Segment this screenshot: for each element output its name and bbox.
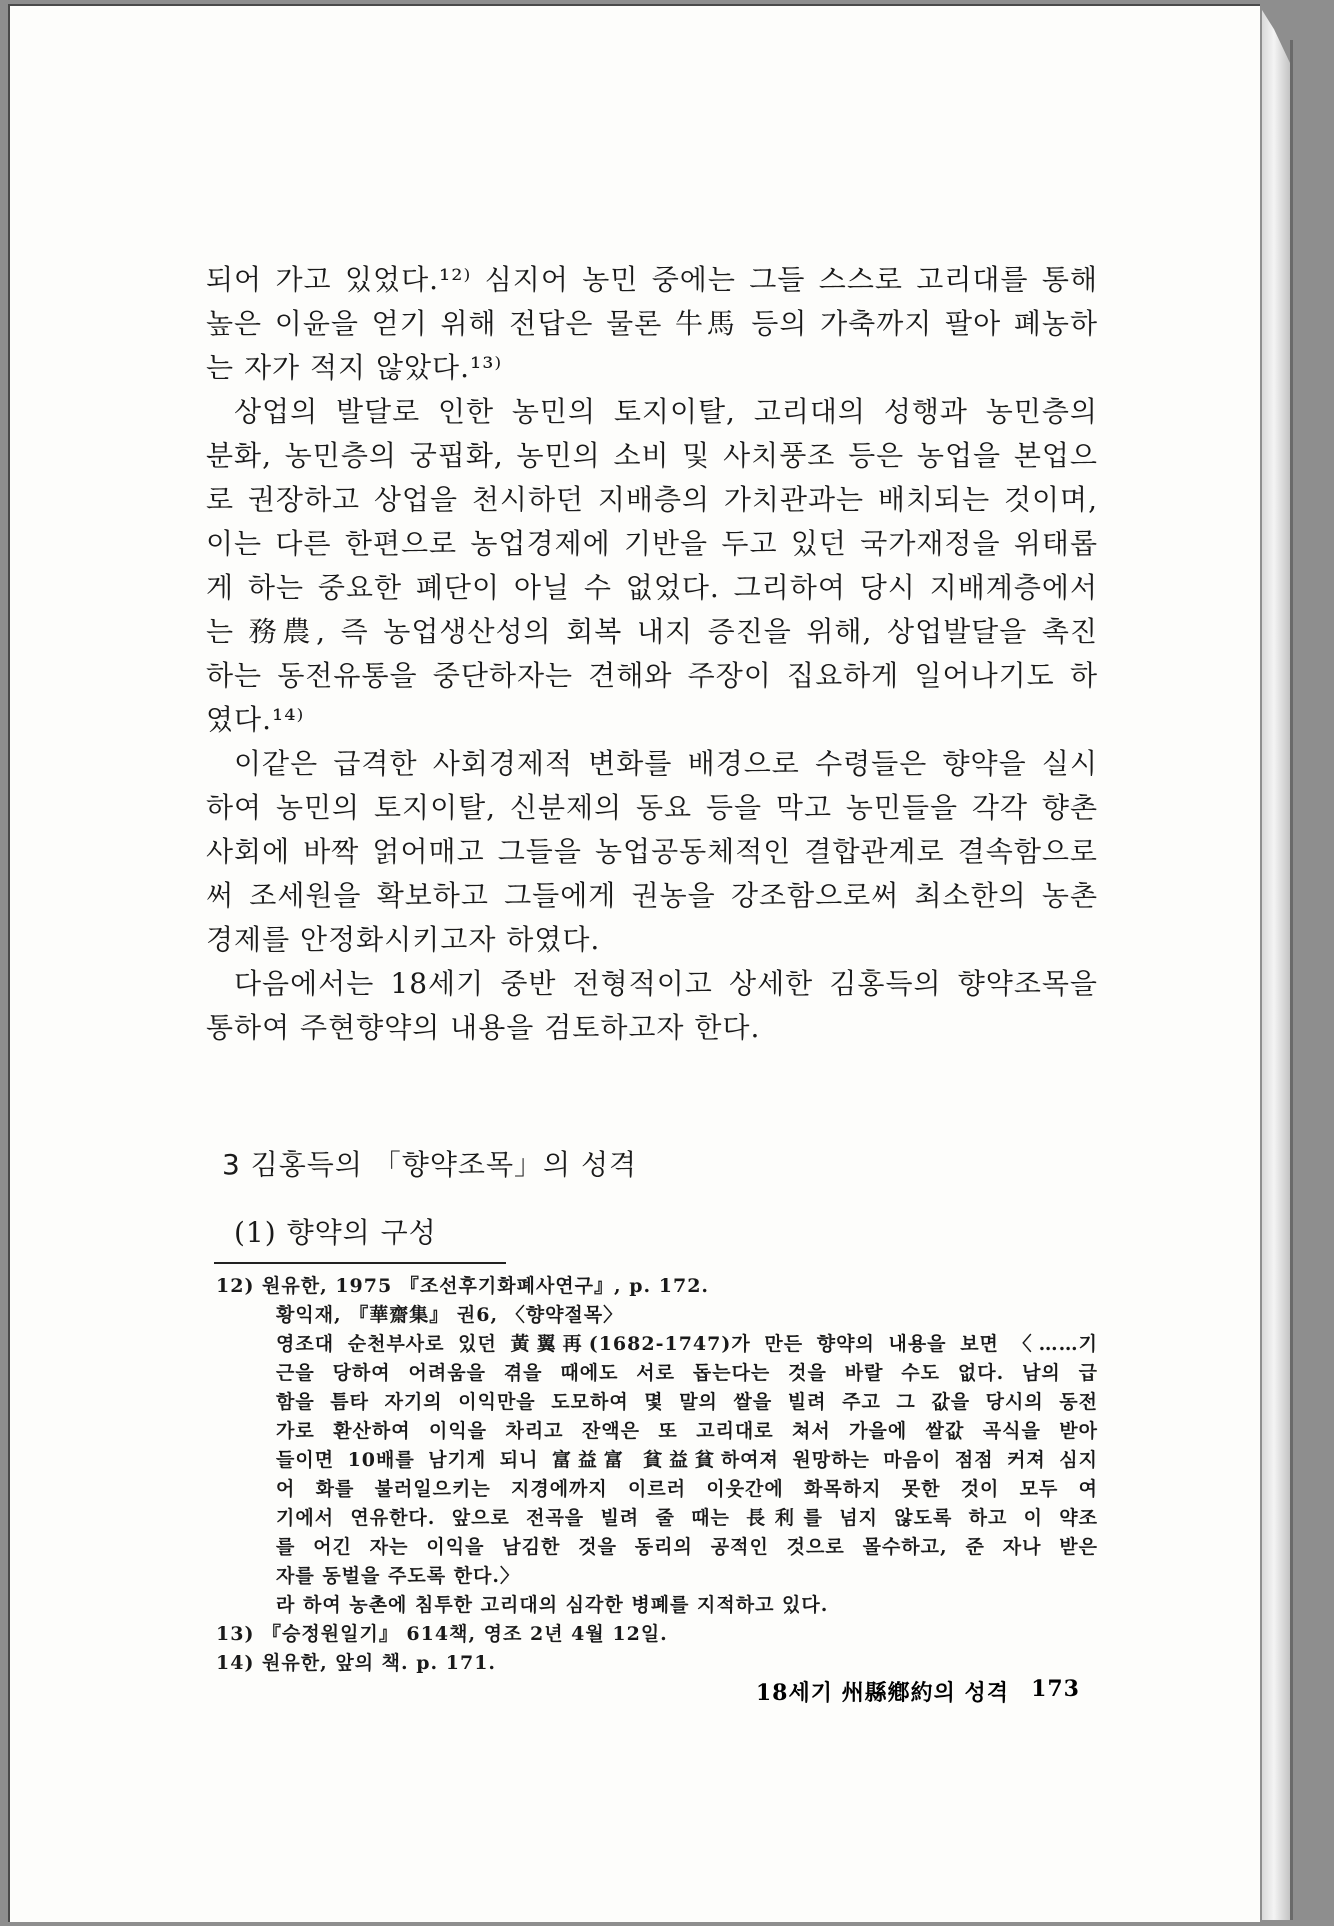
footnote-line: 황익재, 『華齋集』 권6, 〈향약절목〉 (276, 1304, 624, 1326)
footnote-line: 를 어긴 자는 이익을 남김한 것을 동리의 공적인 것으로 몰수하고, 준 자나 받은 (276, 1536, 1098, 1558)
footnote-line: 근을 당하여 어려움을 겪을 때에도 서로 돕는다는 것을 바랄 수도 없다. 남의 급 (276, 1362, 1098, 1384)
paragraph-2 (206, 390, 1098, 742)
text-line: 하여 농민의 토지이탈, 신분제의 동요 등을 막고 농민들을 각각 향촌 (206, 791, 1098, 824)
book-page (8, 4, 1260, 1922)
section-heading: 3 김홍득의 「향약조목」의 성격 (222, 1148, 638, 1181)
footnote-line: 가로 환산하여 이익을 차리고 잔액은 또 고리대로 쳐서 가을에 쌀값 곡식을 받아 (276, 1420, 1098, 1442)
text-line: 상업의 발달로 인한 농민의 토지이탈, 고리대의 성행과 농민층의 (234, 395, 1098, 428)
text-line: 사회에 바짝 얽어매고 그들을 농업공동체적인 결합관계로 결속함으로 (206, 835, 1098, 868)
subsection-heading: (1) 향약의 구성 (234, 1216, 437, 1249)
text-line: 는 務農, 즉 농업생산성의 회복 내지 증진을 위해, 상업발달을 촉진 (206, 615, 1098, 648)
footnotes (206, 1272, 1098, 1678)
paragraph-1 (206, 258, 1098, 390)
running-footer (740, 1676, 1080, 1707)
text-line: 높은 이윤을 얻기 위해 전답은 물론 牛馬 등의 가축까지 팔아 폐농하 (206, 307, 1098, 340)
footnote-divider (214, 1262, 506, 1264)
text-line: 는 자가 적지 않았다.¹³⁾ (206, 351, 503, 384)
footnote-line: 함을 틈타 자기의 이익만을 도모하여 몇 말의 쌀을 빌려 주고 그 값을 당시의 동전 (276, 1391, 1098, 1413)
section-spacer (206, 1050, 1098, 1142)
footnote-line: 영조대 순천부사로 있던 黃翼再(1682-1747)가 만든 향약의 내용을 보면 〈……기 (276, 1333, 1098, 1355)
text-line: 써 조세원을 확보하고 그들에게 권농을 강조함으로써 최소한의 농촌 (206, 879, 1098, 912)
footnote-line: 어 화를 불러일으키는 지경에까지 이르러 이웃간에 화목하지 못한 것이 모두 여 (276, 1478, 1098, 1500)
running-footer-title: 18세기 州縣鄕約의 성격 (755, 1680, 1010, 1706)
paragraph-3 (206, 742, 1098, 962)
text-line: 로 권장하고 상업을 천시하던 지배층의 가치관과는 배치되는 것이며, (206, 483, 1098, 516)
footnote-line: 기에서 연유한다. 앞으로 전곡을 빌려 줄 때는 長利를 넘지 않도록 하고 이 약조 (276, 1507, 1098, 1529)
text-line: 경제를 안정화시키고자 하였다. (206, 923, 601, 956)
text-line: 다음에서는 18세기 중반 전형적이고 상세한 김홍득의 향약조목을 (234, 967, 1098, 1000)
footnote-14: 14) 원유한, 앞의 책. p. 171. (216, 1652, 497, 1674)
footnote-13: 13) 『승정원일기』 614책, 영조 2년 4월 12일. (216, 1623, 668, 1645)
page-edge-line (1290, 40, 1293, 1920)
footnote-line: 라 하여 농촌에 침투한 고리대의 심각한 병폐를 지적하고 있다. (276, 1594, 829, 1616)
page-text (206, 258, 1098, 1678)
footnote-line: 들이면 10배를 남기게 되니 富益富 貧益貧하여져 원망하는 마음이 점점 커져 심지 (276, 1449, 1098, 1471)
page-edge (1262, 10, 1292, 1920)
footnote-12: 12) 원유한, 1975 『조선후기화폐사연구』, p. 172. (216, 1275, 710, 1297)
page-number: 173 (1031, 1676, 1080, 1702)
text-line: 하는 동전유통을 중단하자는 견해와 주장이 집요하게 일어나기도 하 (206, 659, 1098, 692)
text-line: 였다.¹⁴⁾ (206, 703, 305, 736)
text-line: 이같은 급격한 사회경제적 변화를 배경으로 수령들은 향약을 실시 (234, 747, 1098, 780)
paragraph-4 (206, 962, 1098, 1050)
text-line: 통하여 주현향약의 내용을 검토하고자 한다. (206, 1011, 761, 1044)
text-line: 게 하는 중요한 폐단이 아닐 수 없었다. 그리하여 당시 지배계층에서 (206, 571, 1098, 604)
text-line: 분화, 농민층의 궁핍화, 농민의 소비 및 사치풍조 등은 농업을 본업으 (206, 439, 1098, 472)
text-line: 이는 다른 한편으로 농업경제에 기반을 두고 있던 국가재정을 위태롭 (206, 527, 1098, 560)
text-line: 되어 가고 있었다.¹²⁾ 심지어 농민 중에는 그들 스스로 고리대를 통해 (206, 263, 1098, 296)
footnote-line: 자를 동벌을 주도록 한다.〉 (276, 1565, 520, 1587)
